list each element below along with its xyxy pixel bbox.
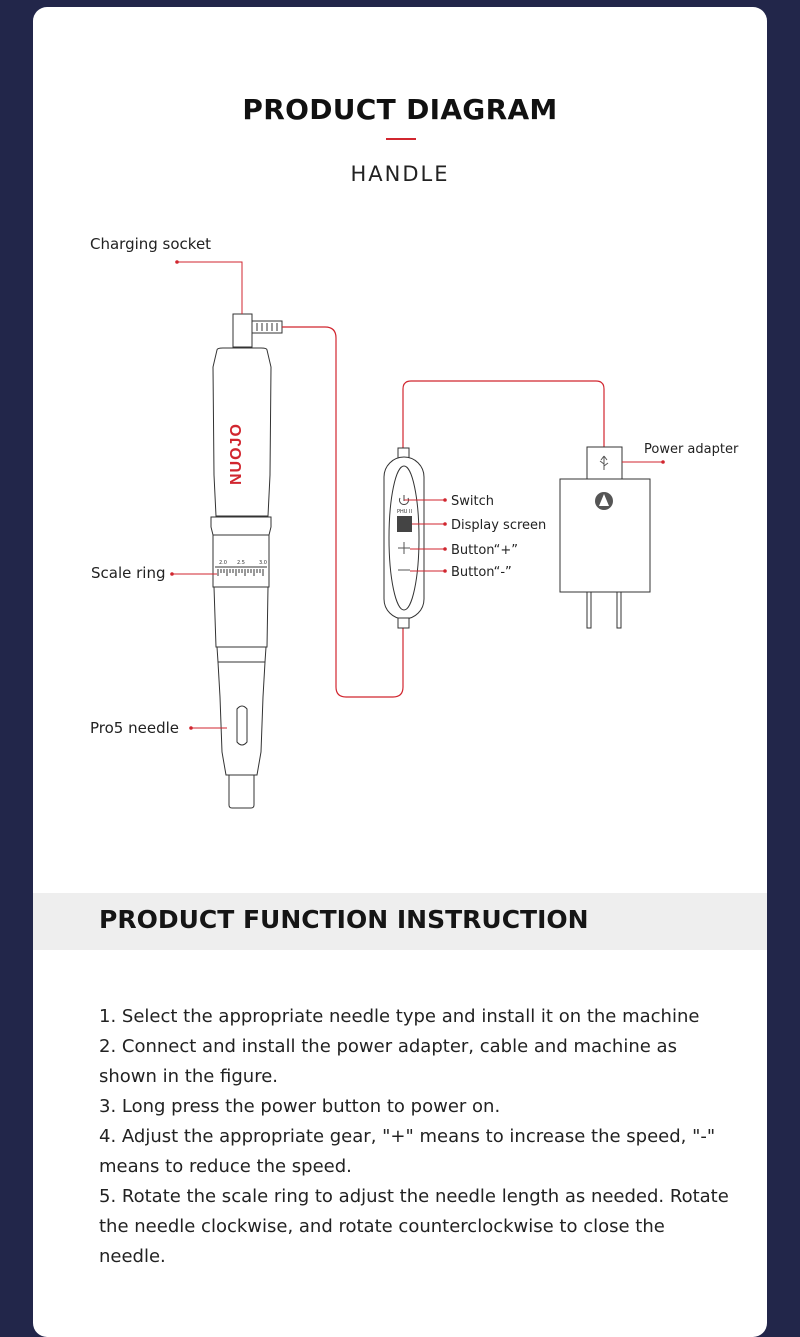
- controller-bottom-connector: [398, 618, 409, 628]
- instruction-list: [99, 1002, 729, 1272]
- leader-dot: [443, 522, 447, 526]
- instruction-step: 4. Adjust the appropriate gear, "+" means to increase the speed, "-" means to reduce the speed.: [99, 1126, 716, 1177]
- leader-dot: [443, 569, 447, 573]
- needle-window: [237, 706, 247, 745]
- handle-lower-body: [214, 587, 268, 647]
- instruction-step: 3. Long press the power button to power on.: [99, 1096, 501, 1117]
- section-subtitle: HANDLE: [350, 162, 450, 186]
- label-display-screen: Display screen: [451, 518, 547, 533]
- scale-tick-label: 2.0: [219, 560, 227, 566]
- instruction-title: PRODUCT FUNCTION INSTRUCTION: [99, 905, 589, 934]
- instruction-step: 2. Connect and install the power adapter, cable and machine as shown in the figure.: [99, 1036, 677, 1087]
- label-switch: Switch: [451, 494, 494, 509]
- adapter-logo-icon: [595, 492, 613, 510]
- brand-logo: NUOJO: [228, 423, 245, 485]
- label-button-minus: Button“-”: [451, 565, 512, 580]
- instruction-step: 5. Rotate the scale ring to adjust the needle length as needed. Rotate the needle clockwise, and rotate counterclockwise to close the needle.: [99, 1186, 729, 1267]
- controller-body: [384, 457, 424, 619]
- display-screen-shape: [397, 516, 412, 532]
- cable-controller-to-adapter: [403, 381, 604, 450]
- scale-tick-label: 3.0: [259, 560, 267, 566]
- label-power-adapter: Power adapter: [644, 442, 739, 457]
- leader-dot: [175, 260, 179, 264]
- leader-dot: [443, 547, 447, 551]
- content-card: [33, 7, 767, 1337]
- display-caption: PHU II: [397, 509, 412, 515]
- label-scale-ring: Scale ring: [91, 564, 166, 582]
- leader-dot: [170, 572, 174, 576]
- leader-dot: [661, 460, 665, 464]
- instruction-step: 1. Select the appropriate needle type and install it on the machine: [99, 1006, 700, 1027]
- handle-collar: [211, 517, 271, 535]
- scale-tick-label: 2.5: [237, 560, 245, 566]
- label-charging-socket: Charging socket: [90, 235, 212, 253]
- adapter-prong: [587, 592, 591, 628]
- controller-top-connector: [398, 448, 409, 458]
- adapter-prong: [617, 592, 621, 628]
- leader-dot: [189, 726, 193, 730]
- page-title: PRODUCT DIAGRAM: [242, 93, 558, 126]
- charging-socket-shape: [233, 314, 252, 347]
- leader-dot: [443, 498, 447, 502]
- product-diagram: [33, 7, 767, 887]
- leader-charging-socket: [177, 262, 242, 314]
- label-pro5-needle: Pro5 needle: [90, 719, 179, 737]
- label-button-plus: Button“+”: [451, 543, 518, 558]
